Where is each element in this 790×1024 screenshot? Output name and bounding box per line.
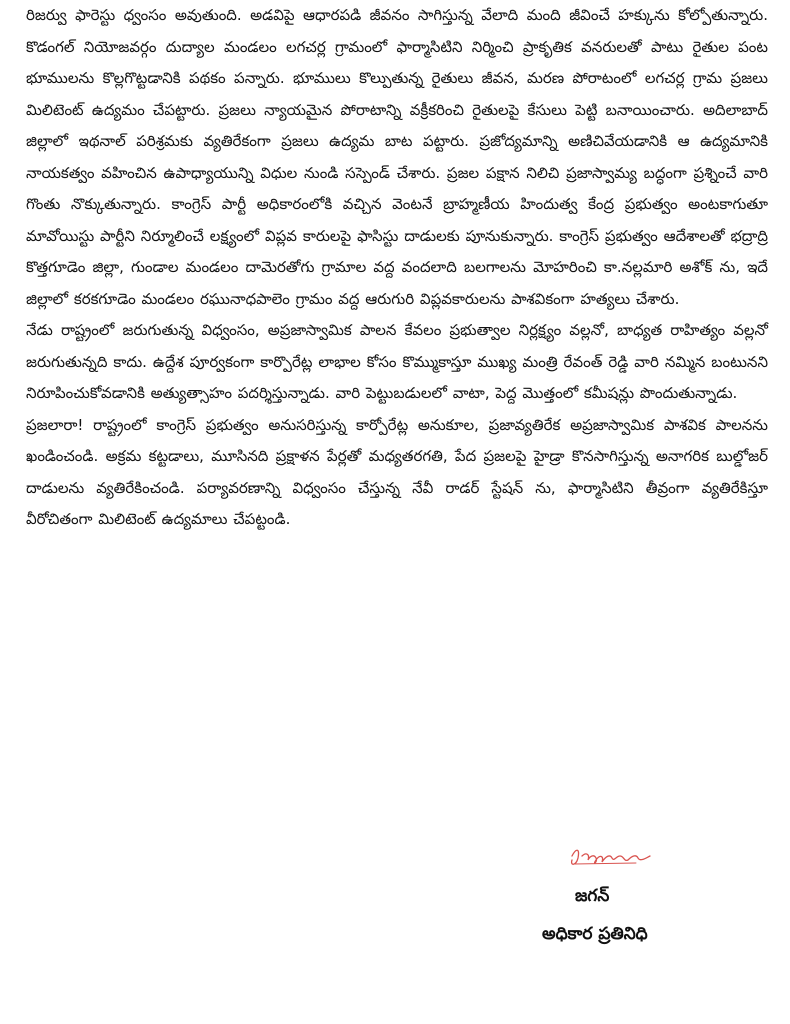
signoff-block	[0, 836, 790, 986]
paragraph-1: రిజర్వు ఫారెస్టు ధ్వంసం అవుతుంది. అడవిపై ఆధారపడి జీవనం సాగిస్తున్న వేలాది మంది జీవించే హక్కును కోల్పోతున్నారు. కొడంగల్ నియోజవర్గం దుద్యాల మండలం లగచర్ల గ్రామంలో ఫార్మాసిటిని నిర్మించి ప్రాకృతిక వనరులతో పాటు రైతుల పంట భూములను కొల్లగొట్టడానికి పథకం పన్నారు. భూములు కొల్పుతున్న రైతులు జీవన, మరణ పోరాటంలో లగచర్ల గ్రామ ప్రజలు మిలిటెంట్ ఉద్యమం చేపట్టారు. ప్రజలు న్యాయమైన పోరాటాన్ని వక్రీకరించి రైతులపై కేసులు పెట్టి బనాయించారు. అదిలాబాద్ జిల్లాలో ఇథనాల్ పరిశ్రమకు వ్యతిరేకంగా ప్రజలు ఉద్యమ బాట పట్టారు. ప్రజోద్యమాన్ని అణిచివేయడానికి ఆ ఉద్యమానికి నాయకత్వం వహించిన ఉపాధ్యాయున్ని విధుల నుండి సస్పెండ్ చేశారు. ప్రజల పక్షాన నిలిచి ప్రజాస్వామ్య బద్ధంగా ప్రశ్నించే వారి గొంతు నొక్కుతున్నారు. కాంగ్రెస్ పార్టీ అధికారంలోకి వచ్చిన వెంటనే బ్రాహ్మణీయ హిందుత్వ కేంద్ర ప్రభుత్వం అంటకాగుతూ మావోయిస్టు పార్టీని నిర్మూలించే లక్ష్యంలో విప్లవ కారులపై ఫాసిస్టు దాడులకు పూనుకున్నారు. కాంగ్రెస్ ప్రభుత్వం ఆదేశాలతో భద్రాద్రి కొత్తగూడెం జిల్లా, గుండాల మండలం దామెరతోగు గ్రామాల వద్ద వందలాది బలగాలను మోహరించి కా.నల్లమారి అశోక్ ను, ఇదే జిల్లాలో కరకగూడెం మండలం రఘునాధపాలెం గ్రామం వద్ద ఆరుగురి విప్లవకారులను పాశవికంగా హత్యలు చేశారు.	[26, 6, 768, 308]
handwritten-signature	[566, 844, 656, 870]
paragraph-3: ప్రజలారా! రాష్ట్రంలో కాంగ్రెస్ ప్రభుత్వం అనుసరిస్తున్న కార్పోరేట్ల అనుకూల, ప్రజావ్యతిరేక అప్రజాస్వామిక పాశవిక పాలనను ఖండించండి. అక్రమ కట్టడాలు, మూసినది ప్రక్షాళన పేర్లతో మధ్యతరగతి, పేద ప్రజలపై హైడ్రా కొనసాగిస్తున్న అనాగరిక బుల్డోజర్ దాడులను వ్యతిరేకించండి. పర్యావరణాన్ని విధ్వంసం చేస్తున్న నేవీ రాడర్ స్టేషన్ ను, ఫార్మాసిటిని తీవ్రంగా వ్యతిరేకిస్తూ వీరోచితంగా మిలిటెంట్ ఉద్యమాలు చేపట్టండి.	[26, 415, 768, 528]
paragraph-2: నేడు రాష్ట్రంలో జరుగుతున్న విధ్వంసం, అప్రజాస్వామిక పాలన కేవలం ప్రభుత్వాల నిర్లక్ష్యం వల్లనో, బాధ్యత రాహిత్యం వల్లనో జరుగుతున్నది కాదు. ఉద్దేశ పూర్వకంగా కార్పొరేట్ల లాభాల కోసం కొమ్ముకాస్తూ ముఖ్య మంత్రి రేవంత్ రెడ్డి వారి నమ్మిన బంటునని నిరూపించుకోవడానికి అత్యుత్సాహం పదర్శిస్తున్నాడు. వారి పెట్టుబడులలో వాటా, పెద్ద మొత్తంలో కమీషన్లు పొందుతున్నాడు.	[26, 321, 768, 402]
signatory-title: అధికార ప్రతినిధి	[542, 924, 648, 944]
letter-body	[26, 0, 768, 536]
signatory-name: జగన్	[575, 886, 610, 906]
